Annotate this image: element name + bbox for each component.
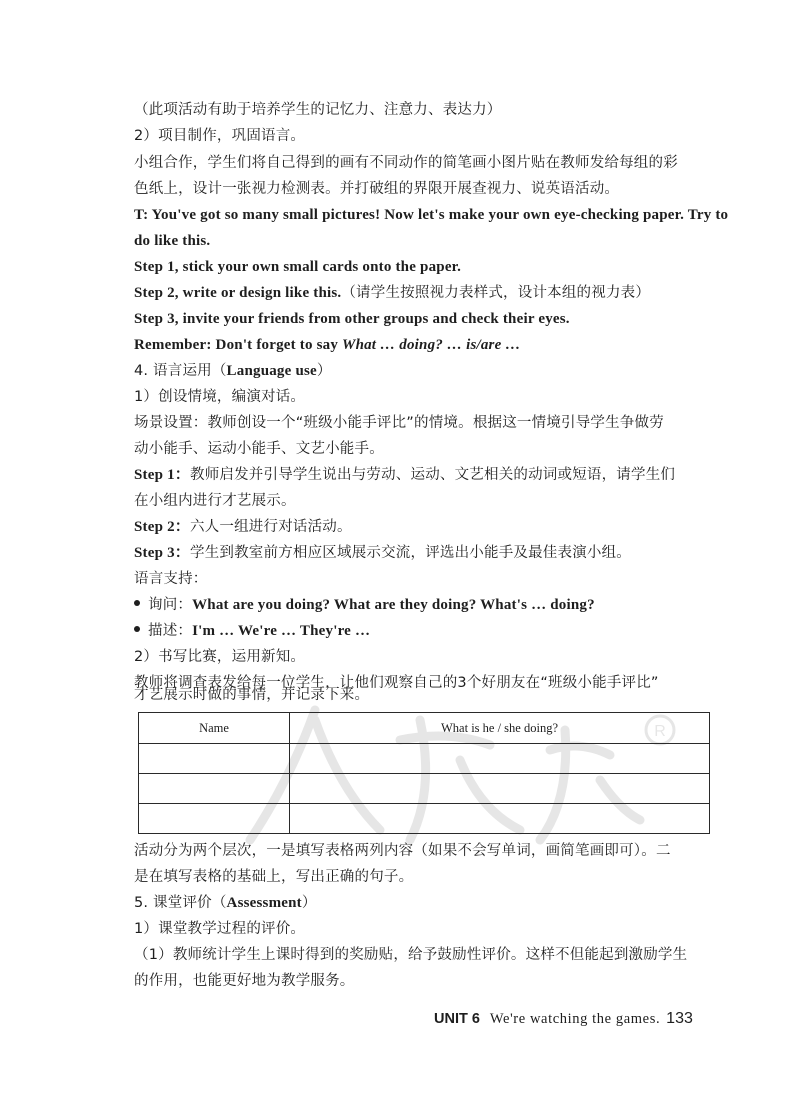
line-14: 动小能手、运动小能手、文艺小能手。 xyxy=(134,441,384,457)
table-row xyxy=(139,774,710,804)
line-24: 才艺展示时做的事情，并记录下来。 xyxy=(134,687,370,703)
table-cell xyxy=(139,804,290,834)
line-18-b: 学生到教室前方相应区域展示交流，评选出小能手及最佳表演小组。 xyxy=(190,545,631,561)
line-21-a: 描述： xyxy=(148,623,193,639)
line-26: 是在填写表格的基础上，写出正确的句子。 xyxy=(134,869,414,885)
survey-table xyxy=(138,712,710,834)
line-6: do like this. xyxy=(134,233,211,249)
footer-unit: UNIT 6 xyxy=(434,1011,480,1027)
line-1: （此项活动有助于培养学生的记忆力、注意力、表达力） xyxy=(134,102,502,118)
line-13: 场景设置：教师创设一个“班级小能手评比”的情境。根据这一情境引导学生争做劳 xyxy=(134,415,664,431)
line-8-en: Step 2, write or design like this. xyxy=(134,285,342,301)
line-11-c: ） xyxy=(316,363,332,379)
line-8-cn: （请学生按照视力表样式，设计本组的视力表） xyxy=(341,285,651,301)
page-number: 133 xyxy=(666,1010,693,1027)
line-27-a: 5. 课堂评价（ xyxy=(134,895,227,911)
line-15-a: Step 1： xyxy=(134,467,190,483)
line-17-a: Step 2： xyxy=(134,519,190,535)
table-header-name: Name xyxy=(139,713,290,744)
line-27 xyxy=(134,893,317,913)
bullet-icon xyxy=(134,600,140,606)
line-19: 语言支持： xyxy=(134,571,208,587)
line-11 xyxy=(134,361,332,381)
line-20-b: What are you doing? What are they doing? What's … doing? xyxy=(192,597,595,613)
line-4: 色纸上，设计一张视力检测表。并打破组的界限开展查视力、说英语活动。 xyxy=(134,181,620,197)
page-footer xyxy=(434,1010,693,1028)
table-cell xyxy=(290,804,710,834)
line-21-b: I'm … We're … They're … xyxy=(192,623,371,639)
line-30: 的作用，也能更好地为教学服务。 xyxy=(134,973,355,989)
footer-title: We're watching the games. xyxy=(489,1011,661,1027)
table-cell xyxy=(139,774,290,804)
line-15 xyxy=(134,465,675,485)
line-29: （1）教师统计学生上课时得到的奖励贴，给予鼓励性评价。这样不但能起到激励学生 xyxy=(134,947,688,963)
table-cell xyxy=(290,744,710,774)
line-11-b: Language use xyxy=(226,363,317,379)
table-cell xyxy=(290,774,710,804)
line-23: 教师将调查表发给每一位学生，让他们观察自己的3个好朋友在“班级小能手评比” xyxy=(134,675,659,691)
line-21 xyxy=(134,621,370,641)
line-2: 2）项目制作，巩固语言。 xyxy=(134,128,306,144)
line-25: 活动分为两个层次，一是填写表格两列内容（如果不会写单词，画简笔画即可）。二 xyxy=(134,843,671,859)
line-10-b: What … doing? … is/are … xyxy=(342,337,521,353)
line-10-a: Remember: Don't forget to say xyxy=(134,337,343,353)
line-8 xyxy=(134,283,650,303)
line-15-b: 教师启发并引导学生说出与劳动、运动、文艺相关的动词或短语，请学生们 xyxy=(190,467,676,483)
table-row xyxy=(139,744,710,774)
line-22: 2）书写比赛，运用新知。 xyxy=(134,649,306,665)
line-17-b: 六人一组进行对话活动。 xyxy=(190,519,352,535)
line-16: 在小组内进行才艺展示。 xyxy=(134,493,296,509)
line-5: T: You've got so many small pictures! Now let's make your own eye-checking paper. Try to xyxy=(134,207,729,223)
svg-text:R: R xyxy=(654,723,666,740)
table-row xyxy=(139,804,710,834)
line-18-a: Step 3： xyxy=(134,545,190,561)
line-17 xyxy=(134,517,352,537)
line-7: Step 1, stick your own small cards onto the paper. xyxy=(134,259,462,275)
line-20-a: 询问： xyxy=(148,597,193,613)
line-3: 小组合作，学生们将自己得到的画有不同动作的简笔画小图片贴在教师发给每组的彩 xyxy=(134,155,678,171)
table-cell xyxy=(139,744,290,774)
line-12: 1）创设情境，编演对话。 xyxy=(134,389,306,405)
line-11-a: 4. 语言运用（ xyxy=(134,363,227,379)
bullet-icon xyxy=(134,626,140,632)
line-28: 1）课堂教学过程的评价。 xyxy=(134,921,306,937)
line-9: Step 3, invite your friends from other groups and check their eyes. xyxy=(134,311,570,327)
line-27-c: ） xyxy=(301,895,317,911)
line-20 xyxy=(134,595,595,615)
table-header-row xyxy=(139,713,710,744)
line-27-b: Assessment xyxy=(226,895,302,911)
line-18 xyxy=(134,543,631,563)
table-header-doing: What is he / she doing? xyxy=(290,713,710,744)
line-10 xyxy=(134,335,521,355)
